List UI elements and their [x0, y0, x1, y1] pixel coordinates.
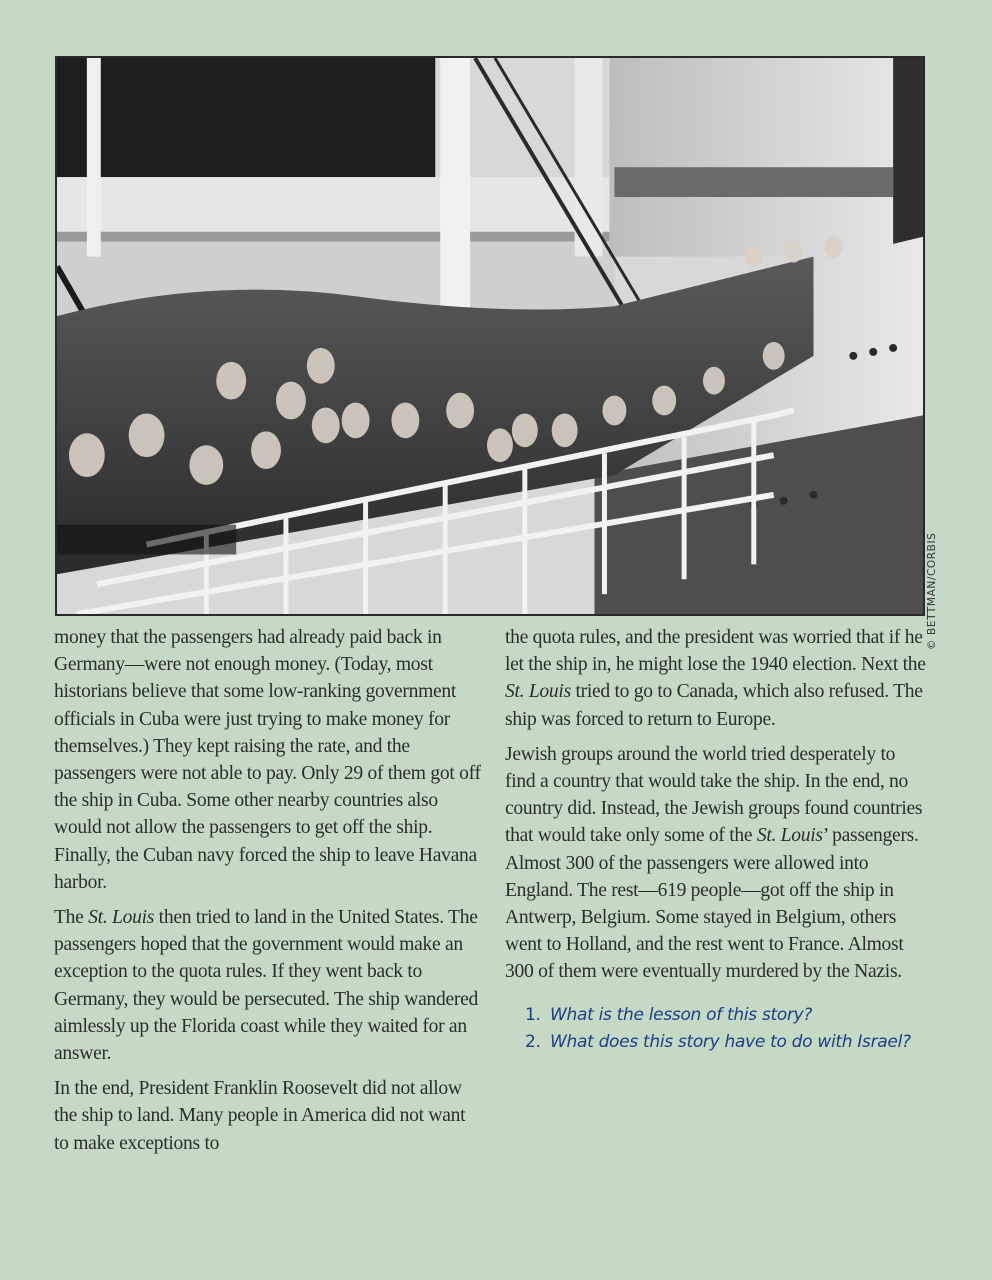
ship-passengers-photo: [55, 56, 925, 616]
discussion-questions: [505, 1002, 930, 1056]
text: tried to go to Canada, which also refused. The ship was forced to return to Europe.: [505, 681, 923, 730]
right-column: [505, 624, 930, 1056]
text: Jewish groups around the world tried desperately to find a country that would take the ship. In the end, no country did. Instead, the Jewish groups found countries that would take only some of the: [505, 743, 923, 847]
paragraph: money that the passengers had already paid back in Germany—were not enough money. (Today, most historians believe that some low-ranking government officials in Cuba were just trying to make money for themselves.) They kept raising the rate, and the passengers were not able to pay. Only 29 of them got off the ship in Cuba. Some other nearby countries also would not allow the passengers to get off the ship. Finally, the Cuban navy forced the ship to leave Havana harbor.: [54, 627, 481, 893]
ship-name: St. Louis: [505, 681, 571, 703]
ship-name: St. Louis: [88, 907, 155, 929]
question-text: What is the lesson of this story?: [550, 1004, 813, 1025]
paragraph: In the end, President Franklin Roosevelt did not allow the ship to land. Many people in America did not want to make exceptions to: [54, 1078, 466, 1154]
question-number: 1.: [525, 1004, 541, 1025]
question-text: What does this story have to do with Israel?: [550, 1031, 911, 1052]
ship-name: St. Louis: [756, 825, 823, 847]
question-item: [505, 1029, 930, 1056]
photo-illustration: [57, 58, 923, 614]
paragraph: [54, 904, 484, 1067]
question-number: 2.: [525, 1031, 541, 1052]
photo-credit: © BETTMAN/CORBIS: [926, 532, 938, 650]
text: ’ passengers. Almost 300 of the passengers were allowed into England. The rest—619 people—got off the ship in Antwerp, Belgium. Some stayed in Belgium, others went to Holland, and the rest went to France. Almost 300 of them were eventually murdered by the Nazis.: [505, 825, 919, 983]
text: then tried to land in the United States. The passengers hoped that the government would make an exception to the quota rules. If they went back to Germany, they would be persecuted. The ship wandered aimlessly up the Florida coast while they waited for an answer.: [54, 907, 479, 1065]
question-item: [505, 1002, 930, 1029]
text: The: [54, 907, 89, 929]
paragraph: [505, 741, 930, 986]
text: the quota rules, and the president was worried that if he let the ship in, he might lose the 1940 election. Next the: [505, 627, 926, 676]
left-column: [54, 624, 484, 1165]
paragraph: [505, 624, 930, 733]
